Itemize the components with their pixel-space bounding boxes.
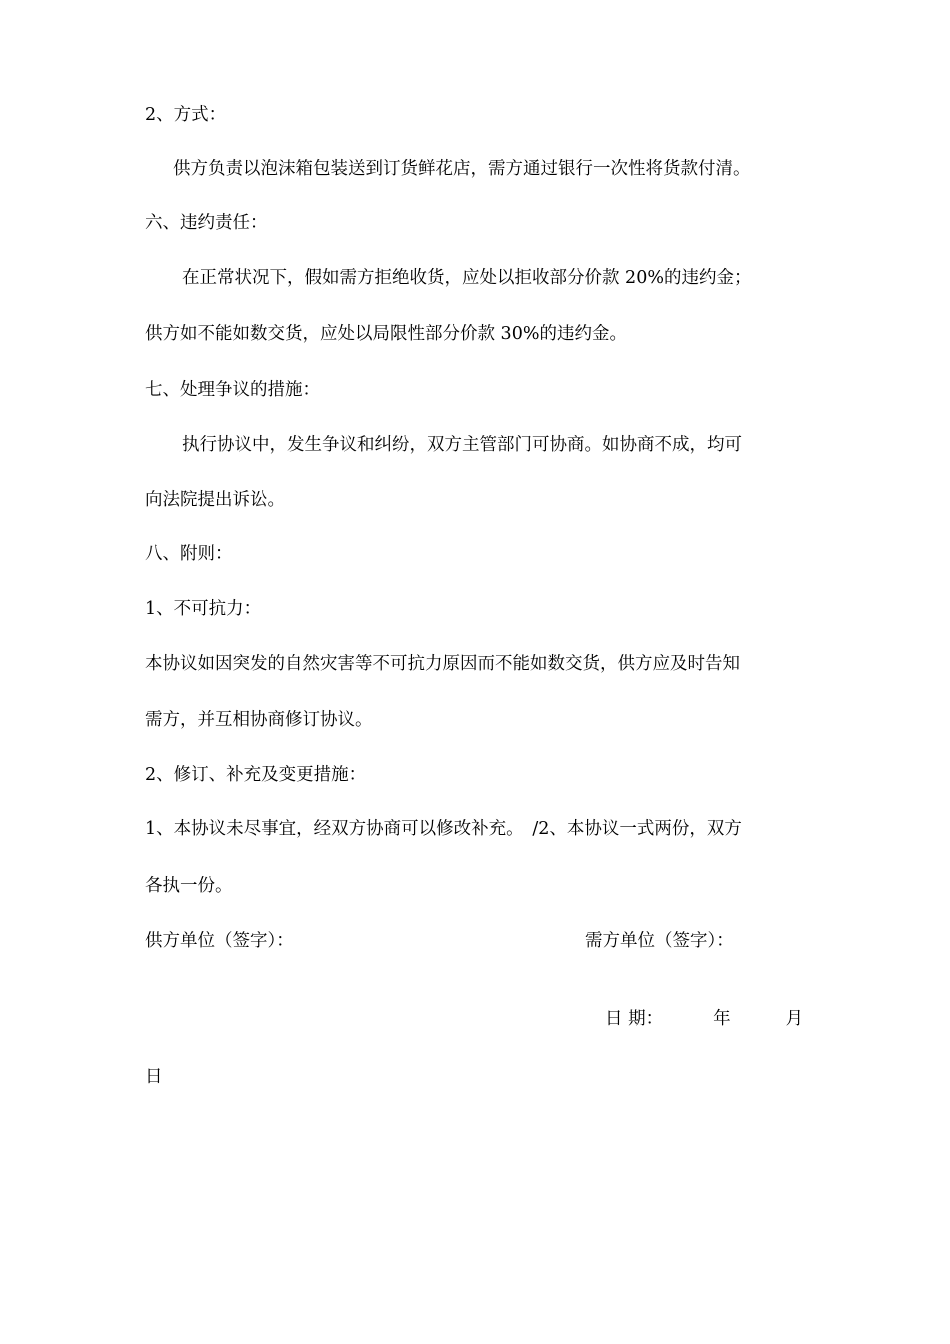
paragraph-breach-2: 供方如不能如数交货，应处以局限性部分价款 30%的违约金。 bbox=[145, 324, 627, 344]
paragraph-delivery: 供方负责以泡沫箱包装送到订货鲜花店，需方通过银行一次性将货款付清。 bbox=[173, 159, 751, 179]
paragraph-force-majeure-1: 本协议如因突发的自然灾害等不可抗力原因而不能如数交货，供方应及时告知 bbox=[145, 654, 740, 674]
paragraph-amendments-1: 1、本协议未尽事宜，经双方协商可以修改补充。 /2、本协议一式两份，双方 bbox=[145, 819, 742, 839]
paragraph-force-majeure-2: 需方，并互相协商修订协议。 bbox=[145, 710, 373, 730]
section-item-amendments: 2、修订、补充及变更措施： bbox=[145, 765, 367, 785]
date-line bbox=[605, 1009, 803, 1029]
paragraph-dispute-2: 向法院提出诉讼。 bbox=[145, 490, 285, 510]
paragraph-breach-1: 在正常状况下，假如需方拒绝收货，应处以拒收部分价款 20%的违约金； bbox=[182, 268, 752, 288]
section-heading-dispute: 七、处理争议的措施： bbox=[145, 380, 320, 400]
buyer-signature-label: 需方单位（签字）： bbox=[585, 931, 734, 951]
section-item-force-majeure: 1、不可抗力： bbox=[145, 599, 262, 619]
date-year: 年 bbox=[713, 1009, 731, 1029]
section-heading-breach: 六、违约责任： bbox=[145, 213, 268, 233]
date-label: 日 期： bbox=[605, 1009, 664, 1029]
section-item-method: 2、方式： bbox=[145, 105, 227, 125]
paragraph-amendments-2: 各执一份。 bbox=[145, 876, 233, 896]
paragraph-dispute-1: 执行协议中，发生争议和纠纷，双方主管部门可协商。如协商不成，均可 bbox=[182, 435, 742, 455]
section-heading-appendix: 八、附则： bbox=[145, 544, 233, 564]
date-month: 月 bbox=[785, 1009, 804, 1029]
supplier-signature-label: 供方单位（签字）： bbox=[145, 931, 294, 951]
date-day: 日 bbox=[145, 1067, 163, 1087]
